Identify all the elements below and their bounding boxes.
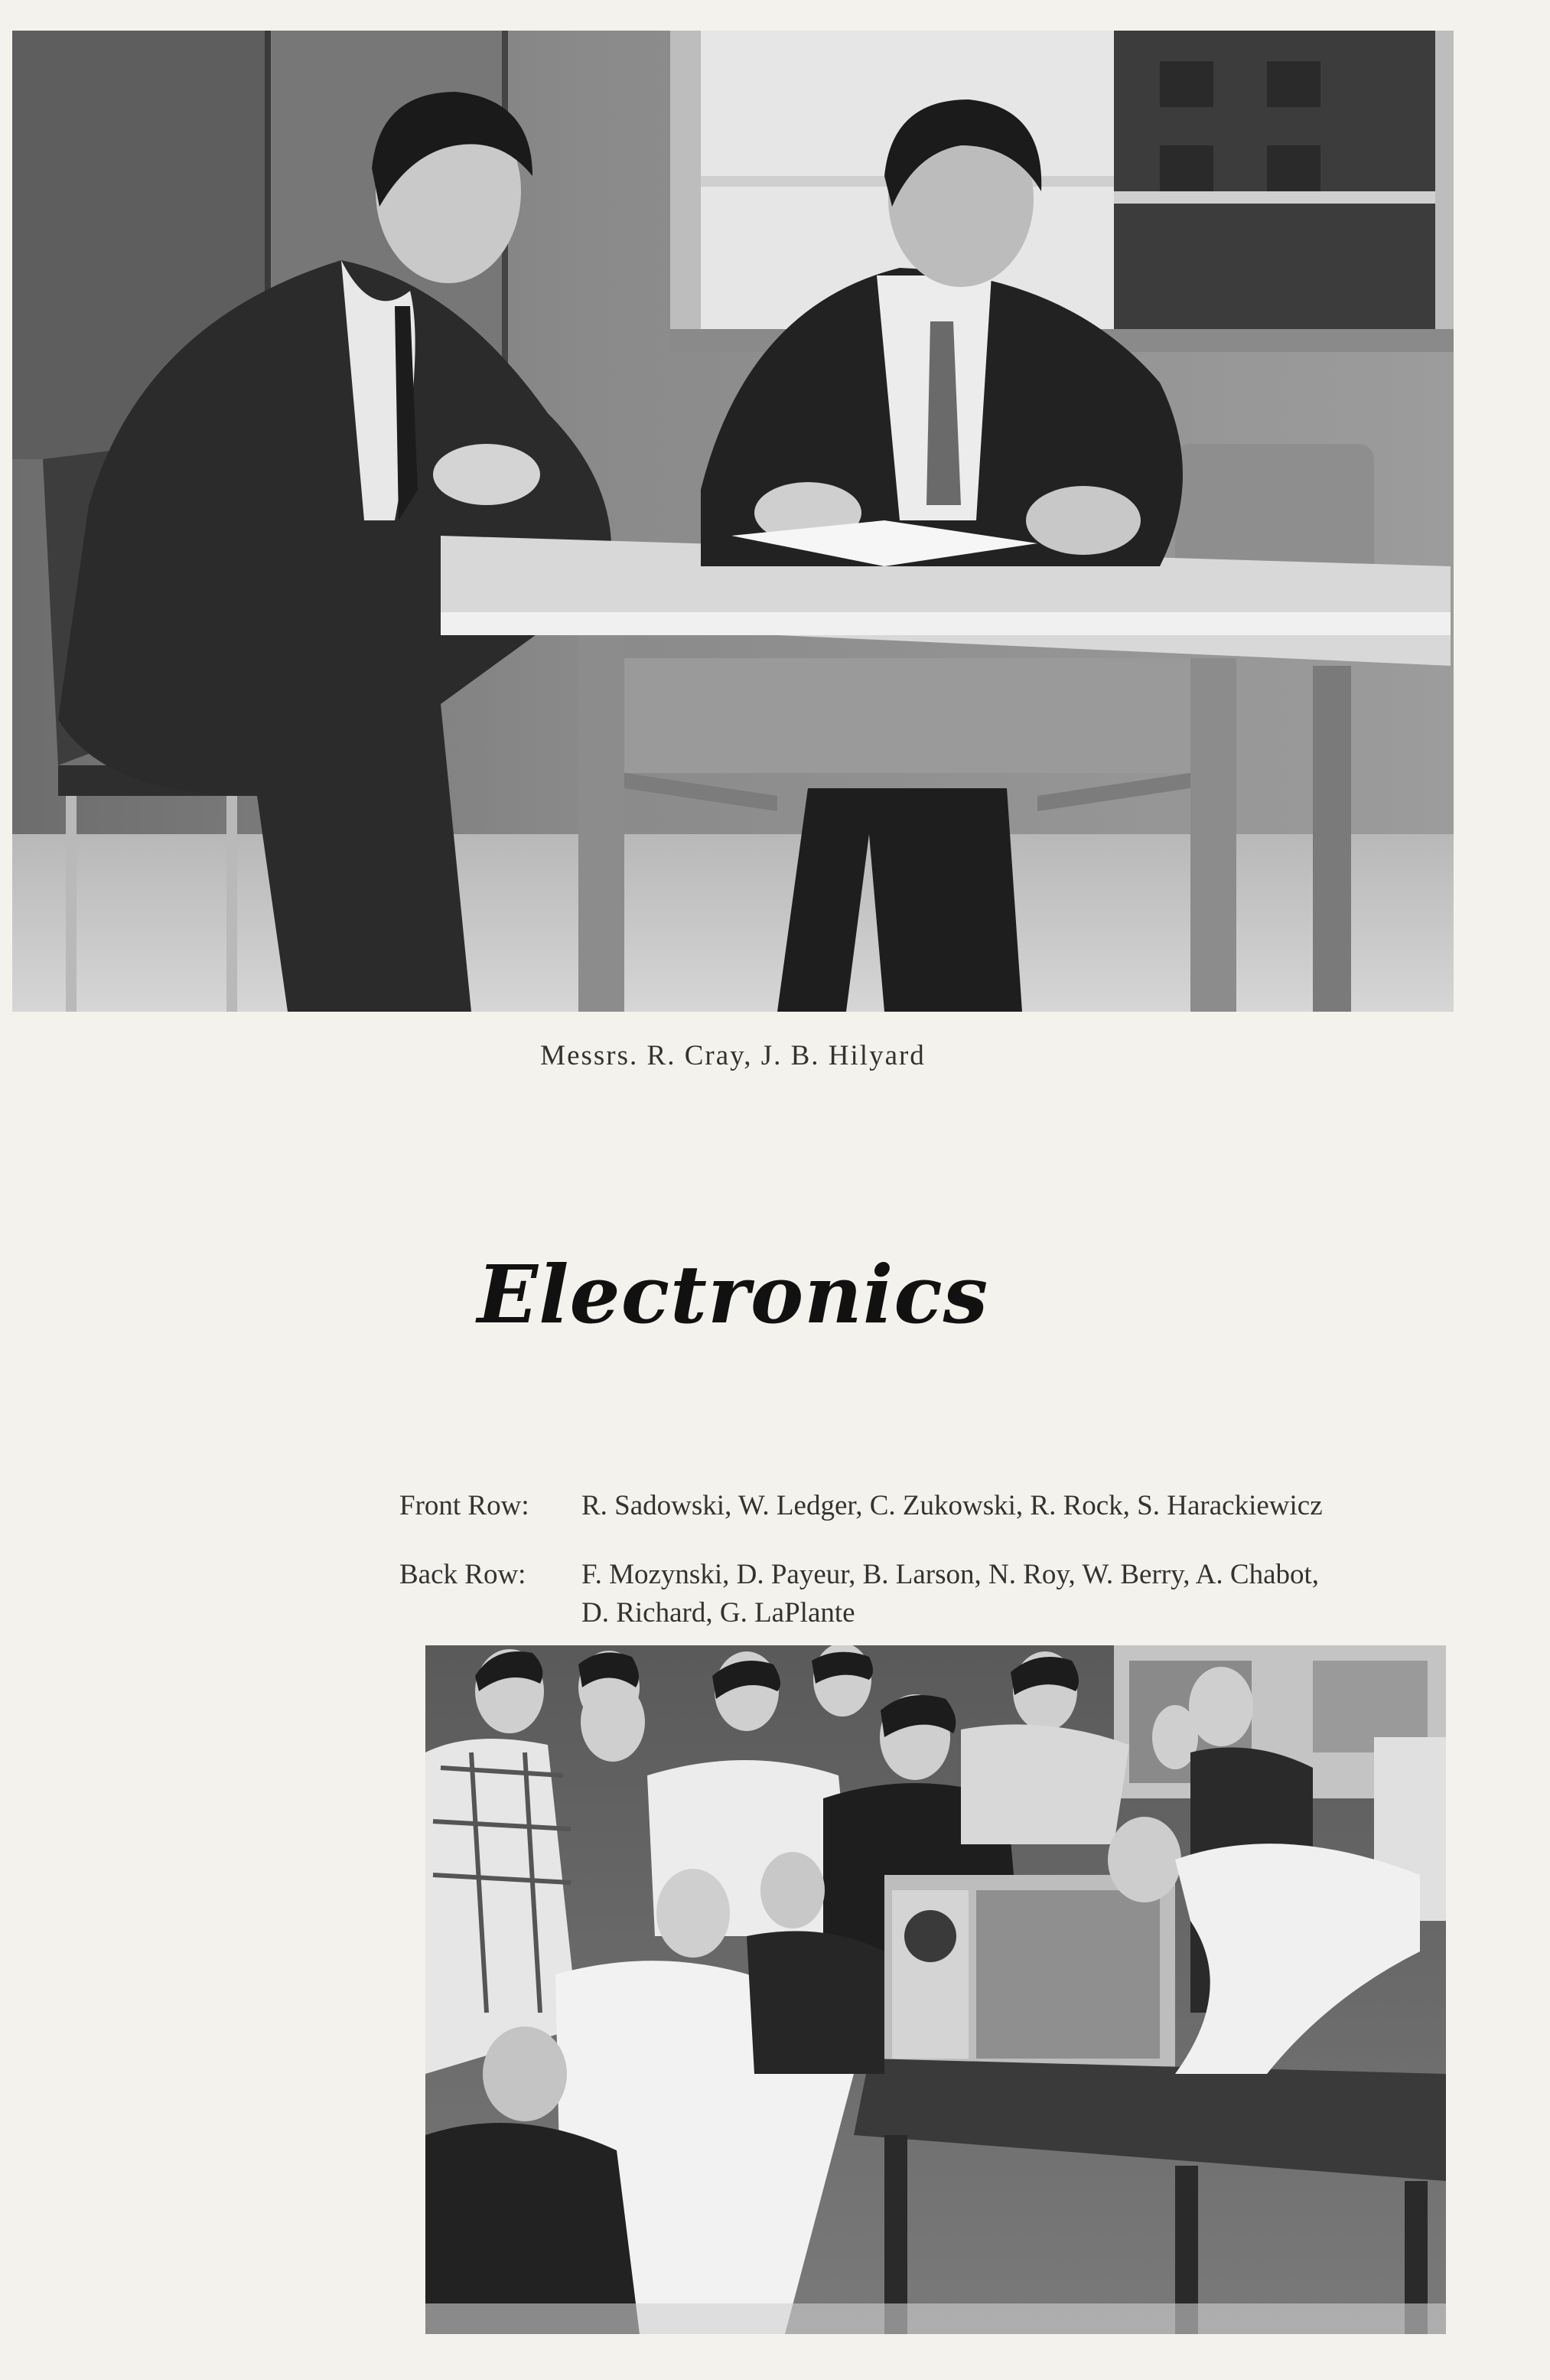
front-row-label: Front Row: <box>399 1490 529 1521</box>
back-row-label: Back Row: <box>399 1559 526 1590</box>
back-row-names-line-1: F. Mozynski, D. Payeur, B. Larson, N. Roy, W. Berry, A. Chabot, <box>581 1559 1320 1590</box>
section-title: Electronics <box>477 1247 989 1342</box>
electronics-group-photo <box>425 1645 1446 2334</box>
faculty-photo <box>12 31 1454 1012</box>
front-row-names: R. Sadowski, W. Ledger, C. Zukowski, R. Rock, S. Harackiewicz <box>581 1490 1323 1521</box>
back-row-names-line-2: D. Richard, G. LaPlante <box>581 1597 855 1629</box>
faculty-photo-caption: Messrs. R. Cray, J. B. Hilyard <box>540 1040 926 1071</box>
